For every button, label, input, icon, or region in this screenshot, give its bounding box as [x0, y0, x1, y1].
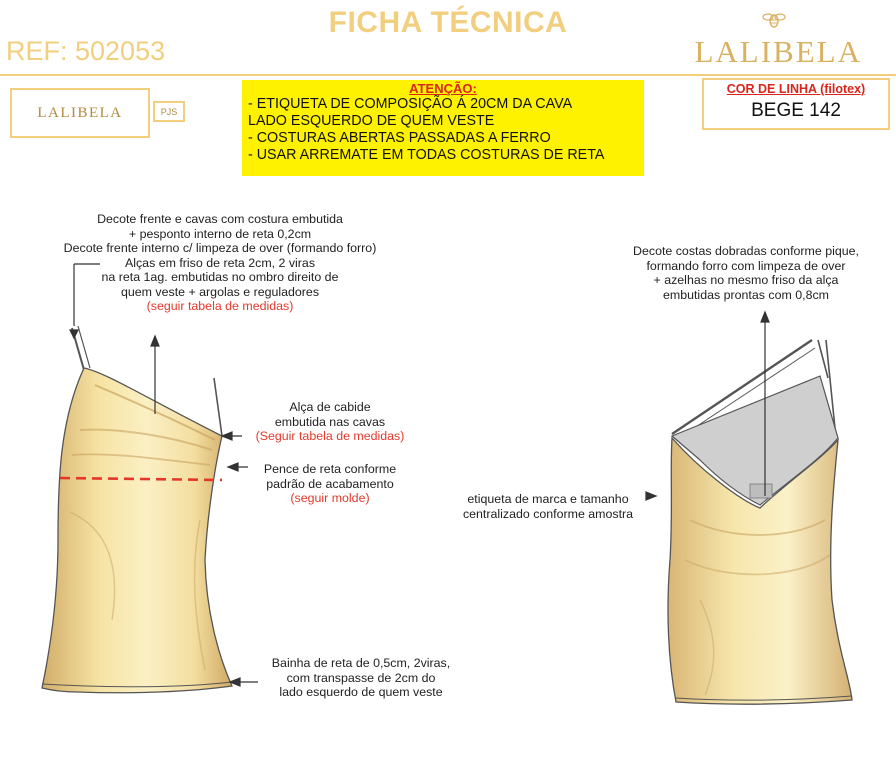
- page-title: FICHA TÉCNICA: [328, 6, 568, 39]
- note-line: embutidas prontas com 0,8cm: [663, 287, 829, 302]
- note-line: quem veste + argolas e reguladores: [120, 284, 320, 299]
- thread-color-heading: COR DE LINHA (filotex): [726, 82, 866, 96]
- attention-line: LADO ESQUERDO DE QUEM VESTE: [248, 113, 495, 129]
- back-neckline-note: [604, 244, 888, 302]
- dart-note: [250, 462, 410, 506]
- hanger-strap-note: [244, 400, 416, 444]
- note-line: Decote costas dobradas conforme pique,: [633, 244, 859, 258]
- attention-line: - USAR ARREMATE EM TODAS COSTURAS DE RETA: [248, 147, 605, 163]
- note-line: etiqueta de marca e tamanho: [467, 492, 629, 506]
- front-neckline-note: [22, 212, 418, 314]
- attention-line: - ETIQUETA DE COMPOSIÇÃO Á 20CM DA CAVA: [248, 96, 573, 112]
- note-line: Decote frente e cavas com costura embutida: [97, 212, 343, 226]
- note-line: + pesponto interno de reta 0,2cm: [128, 226, 312, 241]
- reference-code: REF: 502053: [6, 36, 166, 66]
- front-garment: [42, 326, 232, 693]
- note-line: + azelhas no mesmo friso da alça: [653, 273, 839, 287]
- note-line: centralizado conforme amostra: [462, 506, 634, 521]
- note-line: Bainha de reta de 0,5cm, 2viras,: [271, 656, 451, 670]
- back-garment: [668, 340, 852, 704]
- note-line: na reta 1ag. embutidas no ombro direito de: [101, 270, 339, 284]
- attention-heading: ATENÇÃO:: [409, 81, 477, 96]
- note-line: formando forro com limpeza de over: [646, 258, 846, 273]
- note-line-red: (seguir tabela de medidas): [146, 299, 294, 313]
- attention-line: - COSTURAS ABERTAS PASSADAS A FERRO: [248, 130, 551, 146]
- note-line-red: (Seguir tabela de medidas): [255, 429, 405, 443]
- note-line: padrão de acabamento: [266, 476, 394, 491]
- size-tag-text: PJS: [160, 106, 178, 117]
- note-line: Alça de cabide: [289, 400, 371, 414]
- note-line-red: (seguir molde): [290, 491, 370, 505]
- note-line: lado esquerdo de quem veste: [279, 685, 443, 699]
- thread-color-value: BEGE 142: [751, 100, 841, 121]
- note-line: Decote frente interno c/ limpeza de over (formando forro): [63, 241, 377, 255]
- label-brand-text: LALIBELA: [37, 104, 123, 121]
- brand-label-note: [446, 492, 650, 521]
- brand-logo: LALIBELA: [694, 34, 862, 69]
- note-line: embutida nas cavas: [274, 414, 386, 429]
- note-line: com transpasse de 2cm do: [286, 670, 436, 685]
- note-line: Pence de reta conforme: [263, 462, 397, 476]
- note-line: Alças em friso de reta 2cm, 2 viras: [124, 255, 316, 270]
- hem-note: [258, 656, 464, 700]
